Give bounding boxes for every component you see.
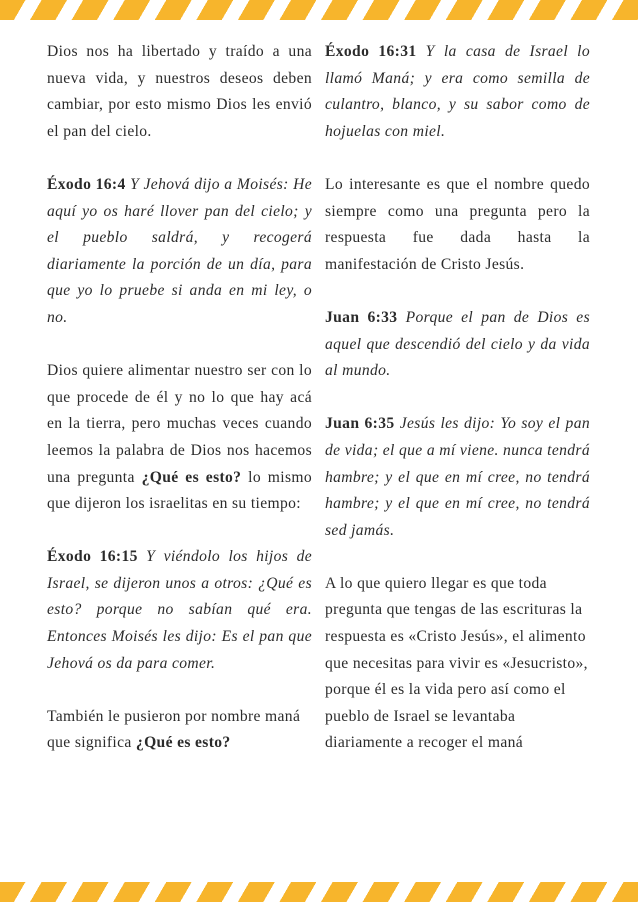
paragraph-p8 <box>325 305 590 385</box>
body-text: Lo interesante es que el nombre quedo siempre como una pregunta pero la respuesta fue dada hasta la manifestación de Cristo Jesús. <box>325 175 590 273</box>
scripture-quote: Porque el pan de Dios es aquel que descendió del cielo y da vida al mundo. <box>325 308 590 380</box>
scripture-quote: Y Jehová dijo a Moisés: He aquí yo os haré llover pan del cielo; y el pueblo saldrá, y recogerá diariamente la porción de un día, para que yo lo pruebe si anda en mi ley, o no. <box>47 175 313 326</box>
right-column <box>325 39 590 784</box>
paragraph-p7 <box>325 172 590 278</box>
left-column <box>47 39 312 784</box>
scripture-reference: Éxodo 16:4 <box>47 175 126 193</box>
body-text: Dios quiere alimentar nuestro ser con lo que procede de él y no lo que hay acá en la tierra, pero muchas veces cuando leemos la palabra de Dios nos hacemos una pregunta <box>47 362 312 486</box>
scripture-reference: Éxodo 16:15 <box>47 548 138 566</box>
paragraph-p9 <box>325 411 590 544</box>
scripture-reference: Juan 6:35 <box>325 415 395 433</box>
body-text: Dios nos ha libertado y traído a una nueva vida, y nuestros deseos deben cambiar, por esto mismo Dios les envió el pan del cielo. <box>47 43 312 140</box>
scripture-reference: ¿Qué es esto? <box>135 734 231 752</box>
paragraph-p4 <box>47 544 312 677</box>
scripture-quote: Jesús les dijo: Yo soy el pan de vida; el que a mí viene. nunca tendrá hambre; y el que en mí cree, no tendrá hambre; y el que en mí cree, no tendrá sed jamás. <box>325 415 590 539</box>
body-text: A lo que quiero llegar es que toda pregunta que tengas de las escrituras la respuesta es «Cristo Jesús», el alimento que necesitas para vivir es «Jesucristo», porque él es la vida pero así como el pueblo de Israel se levantaba diariamente a recoger el maná <box>325 574 588 752</box>
body-text: También le pusieron por nombre maná que significa <box>47 707 301 752</box>
paragraph-p2 <box>47 172 312 332</box>
paragraph-p1 <box>47 39 312 145</box>
scripture-reference: Éxodo 16:31 <box>325 43 417 60</box>
paragraph-p5 <box>47 704 312 757</box>
top-stripe-border <box>0 0 638 20</box>
paragraph-p6 <box>325 39 590 145</box>
scripture-quote: Y la casa de Israel lo llamó Maná; y era como semilla de culantro, blanco, y su sabor como de hojuelas con miel. <box>325 43 590 140</box>
bottom-stripe-border <box>0 882 638 902</box>
scripture-reference: Juan 6:33 <box>325 308 398 326</box>
scripture-quote: Y viéndolo los hijos de Israel, se dijeron unos a otros: ¿Qué es esto? porque no sabían qué era. Entonces Moisés les dijo: Es el pan que Jehová os da para comer. <box>47 548 312 672</box>
scripture-reference: ¿Qué es esto? <box>141 468 242 486</box>
paragraph-p10 <box>325 571 590 757</box>
paragraph-p3 <box>47 358 312 518</box>
body-text: lo mismo que dijeron los israelitas en su tiempo: <box>47 468 312 513</box>
